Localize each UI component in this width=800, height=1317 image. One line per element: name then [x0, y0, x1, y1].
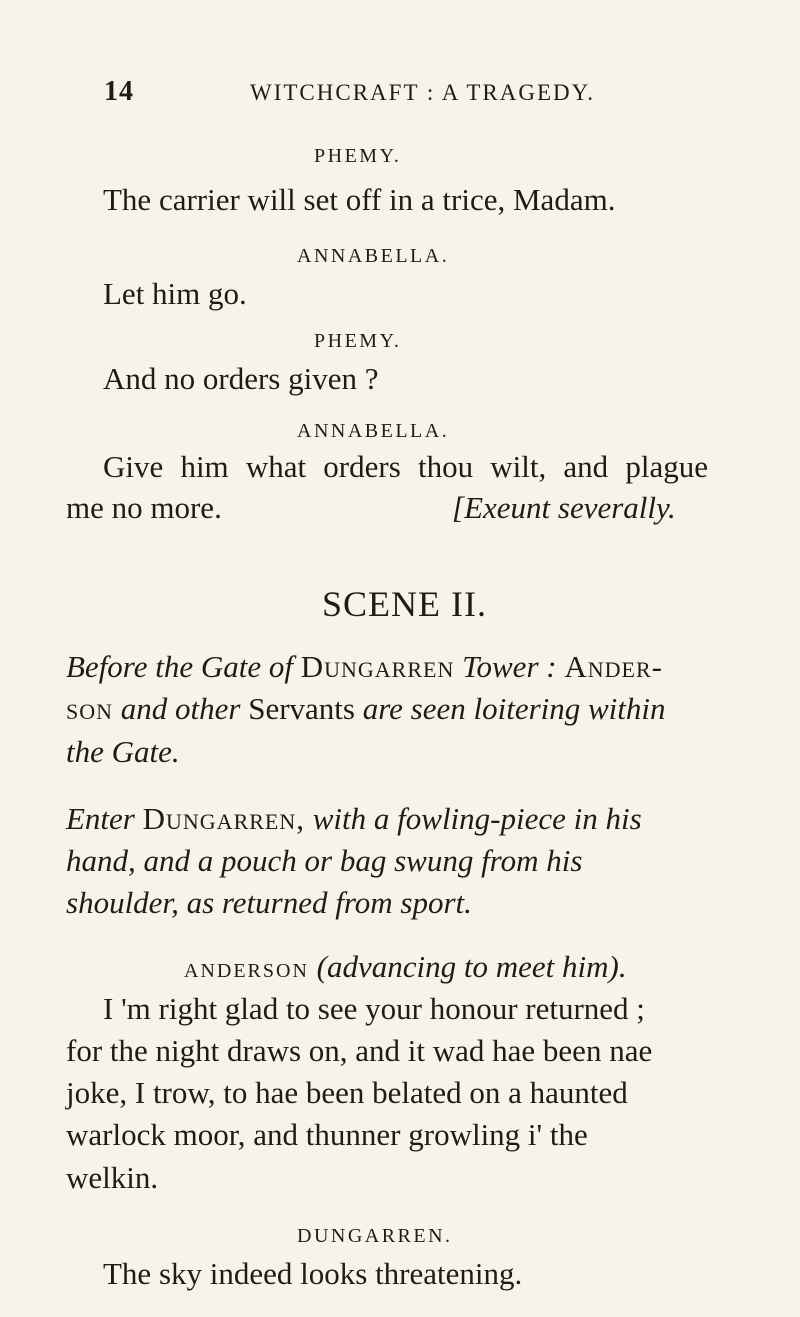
- page-number: 14: [104, 76, 134, 107]
- stage-direction-line: shoulder, as returned from sport.: [66, 885, 472, 920]
- speech-line: for the night draws on, and it wad hae been nae: [66, 1033, 653, 1068]
- speaker-anderson: ANDERSON: [184, 960, 309, 982]
- running-header: [104, 76, 704, 116]
- speaker-annabella: ANNABELLA.: [297, 245, 450, 267]
- speech-line: Let him go.: [103, 276, 247, 311]
- speech-line: me no more.: [66, 490, 222, 525]
- speaker-annabella: ANNABELLA.: [297, 420, 450, 442]
- stage-direction-line: hand, and a pouch or bag swung from his: [66, 843, 583, 878]
- speaker-dungarren: DUNGARREN.: [297, 1225, 453, 1247]
- stage-direction-exit: [Exeunt severally.: [452, 490, 676, 525]
- aside-direction: (advancing to meet him).: [316, 949, 627, 984]
- speaker-phemy: PHEMY.: [314, 145, 402, 167]
- running-title: WITCHCRAFT : A TRAGEDY.: [250, 80, 596, 105]
- stage-direction-line: the Gate.: [66, 734, 180, 769]
- stage-direction-line: son and other Servants are seen loitering within: [66, 691, 666, 726]
- speech-line: The carrier will set off in a trice, Madam.: [103, 182, 616, 217]
- stage-direction-line: Before the Gate of Dungarren Tower : Ander-: [66, 649, 663, 684]
- speech-line: [103, 449, 708, 485]
- speaker-anderson-heading: [184, 949, 627, 985]
- speaker-phemy: PHEMY.: [314, 330, 402, 352]
- speech-line: And no orders given ?: [103, 361, 379, 396]
- speech-line: I 'm right glad to see your honour returned ;: [103, 991, 645, 1026]
- stage-direction-line: Enter Dungarren, with a fowling-piece in his: [66, 801, 642, 836]
- speech-line: The sky indeed looks threatening.: [103, 1256, 523, 1291]
- scene-title: SCENE II.: [322, 584, 487, 624]
- speech-line: welkin.: [66, 1160, 159, 1195]
- speech-line: joke, I trow, to hae been belated on a haunted: [66, 1075, 628, 1110]
- speech-line-text: Give him what orders thou wilt, and plague: [103, 449, 708, 484]
- speech-line: warlock moor, and thunner growling i' the: [66, 1117, 588, 1152]
